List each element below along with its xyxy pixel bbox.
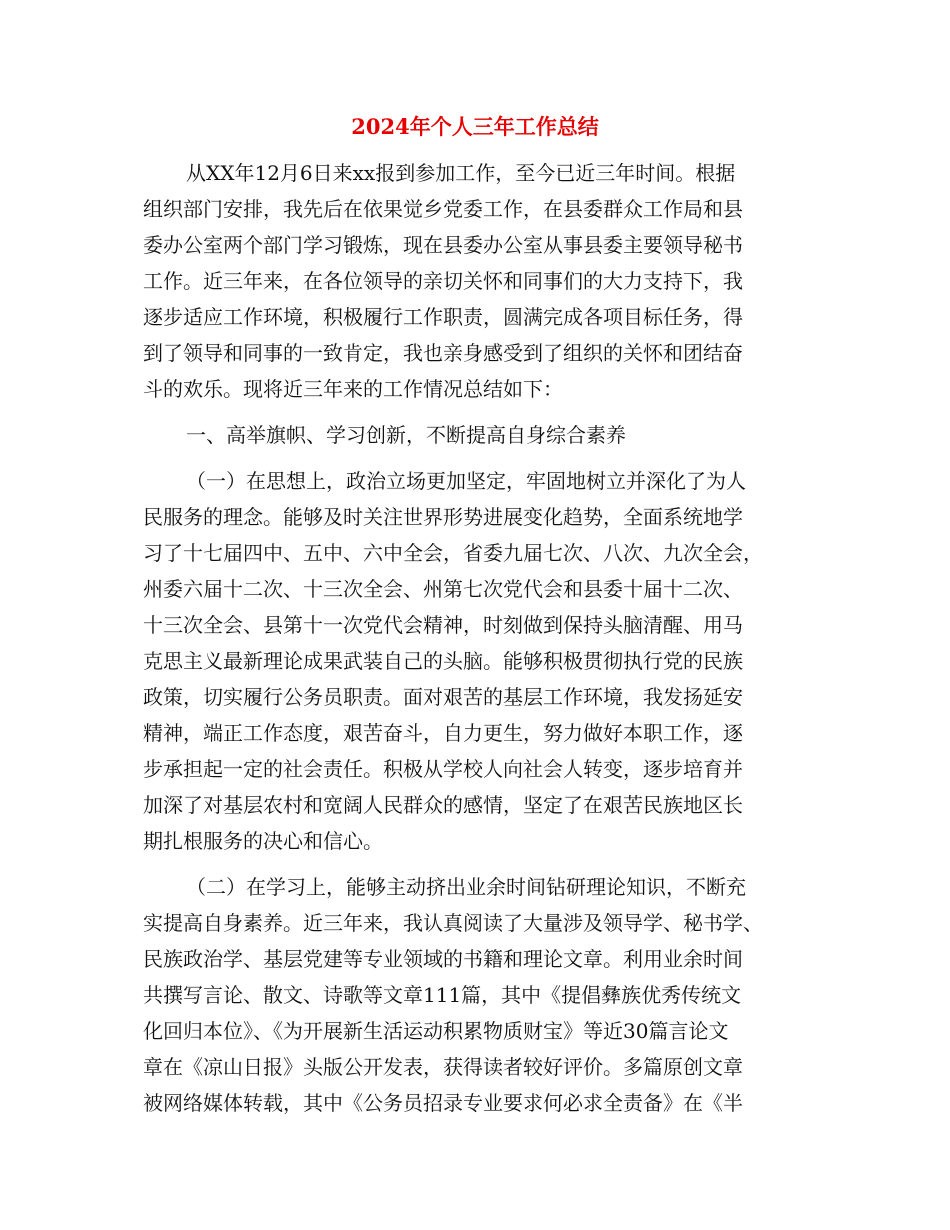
paragraph-line: 斗的欢乐。现将近三年来的工作情况总结如下： <box>143 377 563 401</box>
section-heading: 一、高举旗帜、学习创新，不断提高自身综合素养 <box>186 423 626 447</box>
paragraph-line: 工作。近三年来，在各位领导的亲切关怀和同事们的大力支持下，我 <box>143 269 743 293</box>
paragraph-line: 被网络媒体转载，其中《公务员招录专业要求何必求全责备》在《半 <box>143 1091 743 1115</box>
paragraph-line: 到了领导和同事的一致肯定，我也亲身感受到了组织的关怀和团结奋 <box>143 341 743 365</box>
document-title: 2024年个人三年工作总结 <box>351 114 599 139</box>
paragraph-line: 共撰写言论、散文、诗歌等文章111篇，其中《提倡彝族优秀传统文 <box>143 983 742 1007</box>
paragraph-line: 习了十七届四中、五中、六中全会，省委九届七次、八次、九次全会， <box>143 541 763 565</box>
paragraph-line: 从XX年12月6日来xx报到参加工作，至今已近三年时间。根据 <box>186 161 736 185</box>
paragraph-line: 加深了对基层农村和宽阔人民群众的感情，坚定了在艰苦民族地区长 <box>143 793 743 817</box>
paragraph-line: 委办公室两个部门学习锻炼，现在县委办公室从事县委主要领导秘书 <box>143 233 743 257</box>
paragraph-line: 步承担起一定的社会责任。积极从学校人向社会人转变，逐步培育并 <box>143 757 743 781</box>
paragraph-line: （一）在思想上，政治立场更加坚定，牢固地树立并深化了为人 <box>186 469 746 493</box>
paragraph-line: （二）在学习上，能够主动挤出业余时间钻研理论知识，不断充 <box>186 875 746 899</box>
paragraph-line: 章在《凉山日报》头版公开发表，获得读者较好评价。多篇原创文章 <box>143 1055 743 1079</box>
paragraph-line: 州委六届十二次、十三次全会、州第七次党代会和县委十届十二次、 <box>143 577 743 601</box>
paragraph-line: 组织部门安排，我先后在依果觉乡党委工作，在县委群众工作局和县 <box>143 197 743 221</box>
paragraph-line: 化回归本位》、《为开展新生活运动积累物质财宝》等近30篇言论文 <box>143 1019 729 1043</box>
paragraph-line: 克思主义最新理论成果武装自己的头脑。能够积极贯彻执行党的民族 <box>143 649 743 673</box>
paragraph-line: 实提高自身素养。近三年来，我认真阅读了大量涉及领导学、秘书学、 <box>143 911 763 935</box>
paragraph-line: 逐步适应工作环境，积极履行工作职责，圆满完成各项目标任务，得 <box>143 305 743 329</box>
paragraph-line: 期扎根服务的决心和信心。 <box>143 829 383 853</box>
paragraph-line: 政策，切实履行公务员职责。面对艰苦的基层工作环境，我发扬延安 <box>143 685 743 709</box>
paragraph-line: 民服务的理念。能够及时关注世界形势进展变化趋势，全面系统地学 <box>143 505 743 529</box>
paragraph-line: 民族政治学、基层党建等专业领域的书籍和理论文章。利用业余时间 <box>143 947 743 971</box>
paragraph-line: 精神，端正工作态度，艰苦奋斗，自力更生，努力做好本职工作，逐 <box>143 721 743 745</box>
paragraph-line: 十三次全会、县第十一次党代会精神，时刻做到保持头脑清醒、用马 <box>143 613 743 637</box>
